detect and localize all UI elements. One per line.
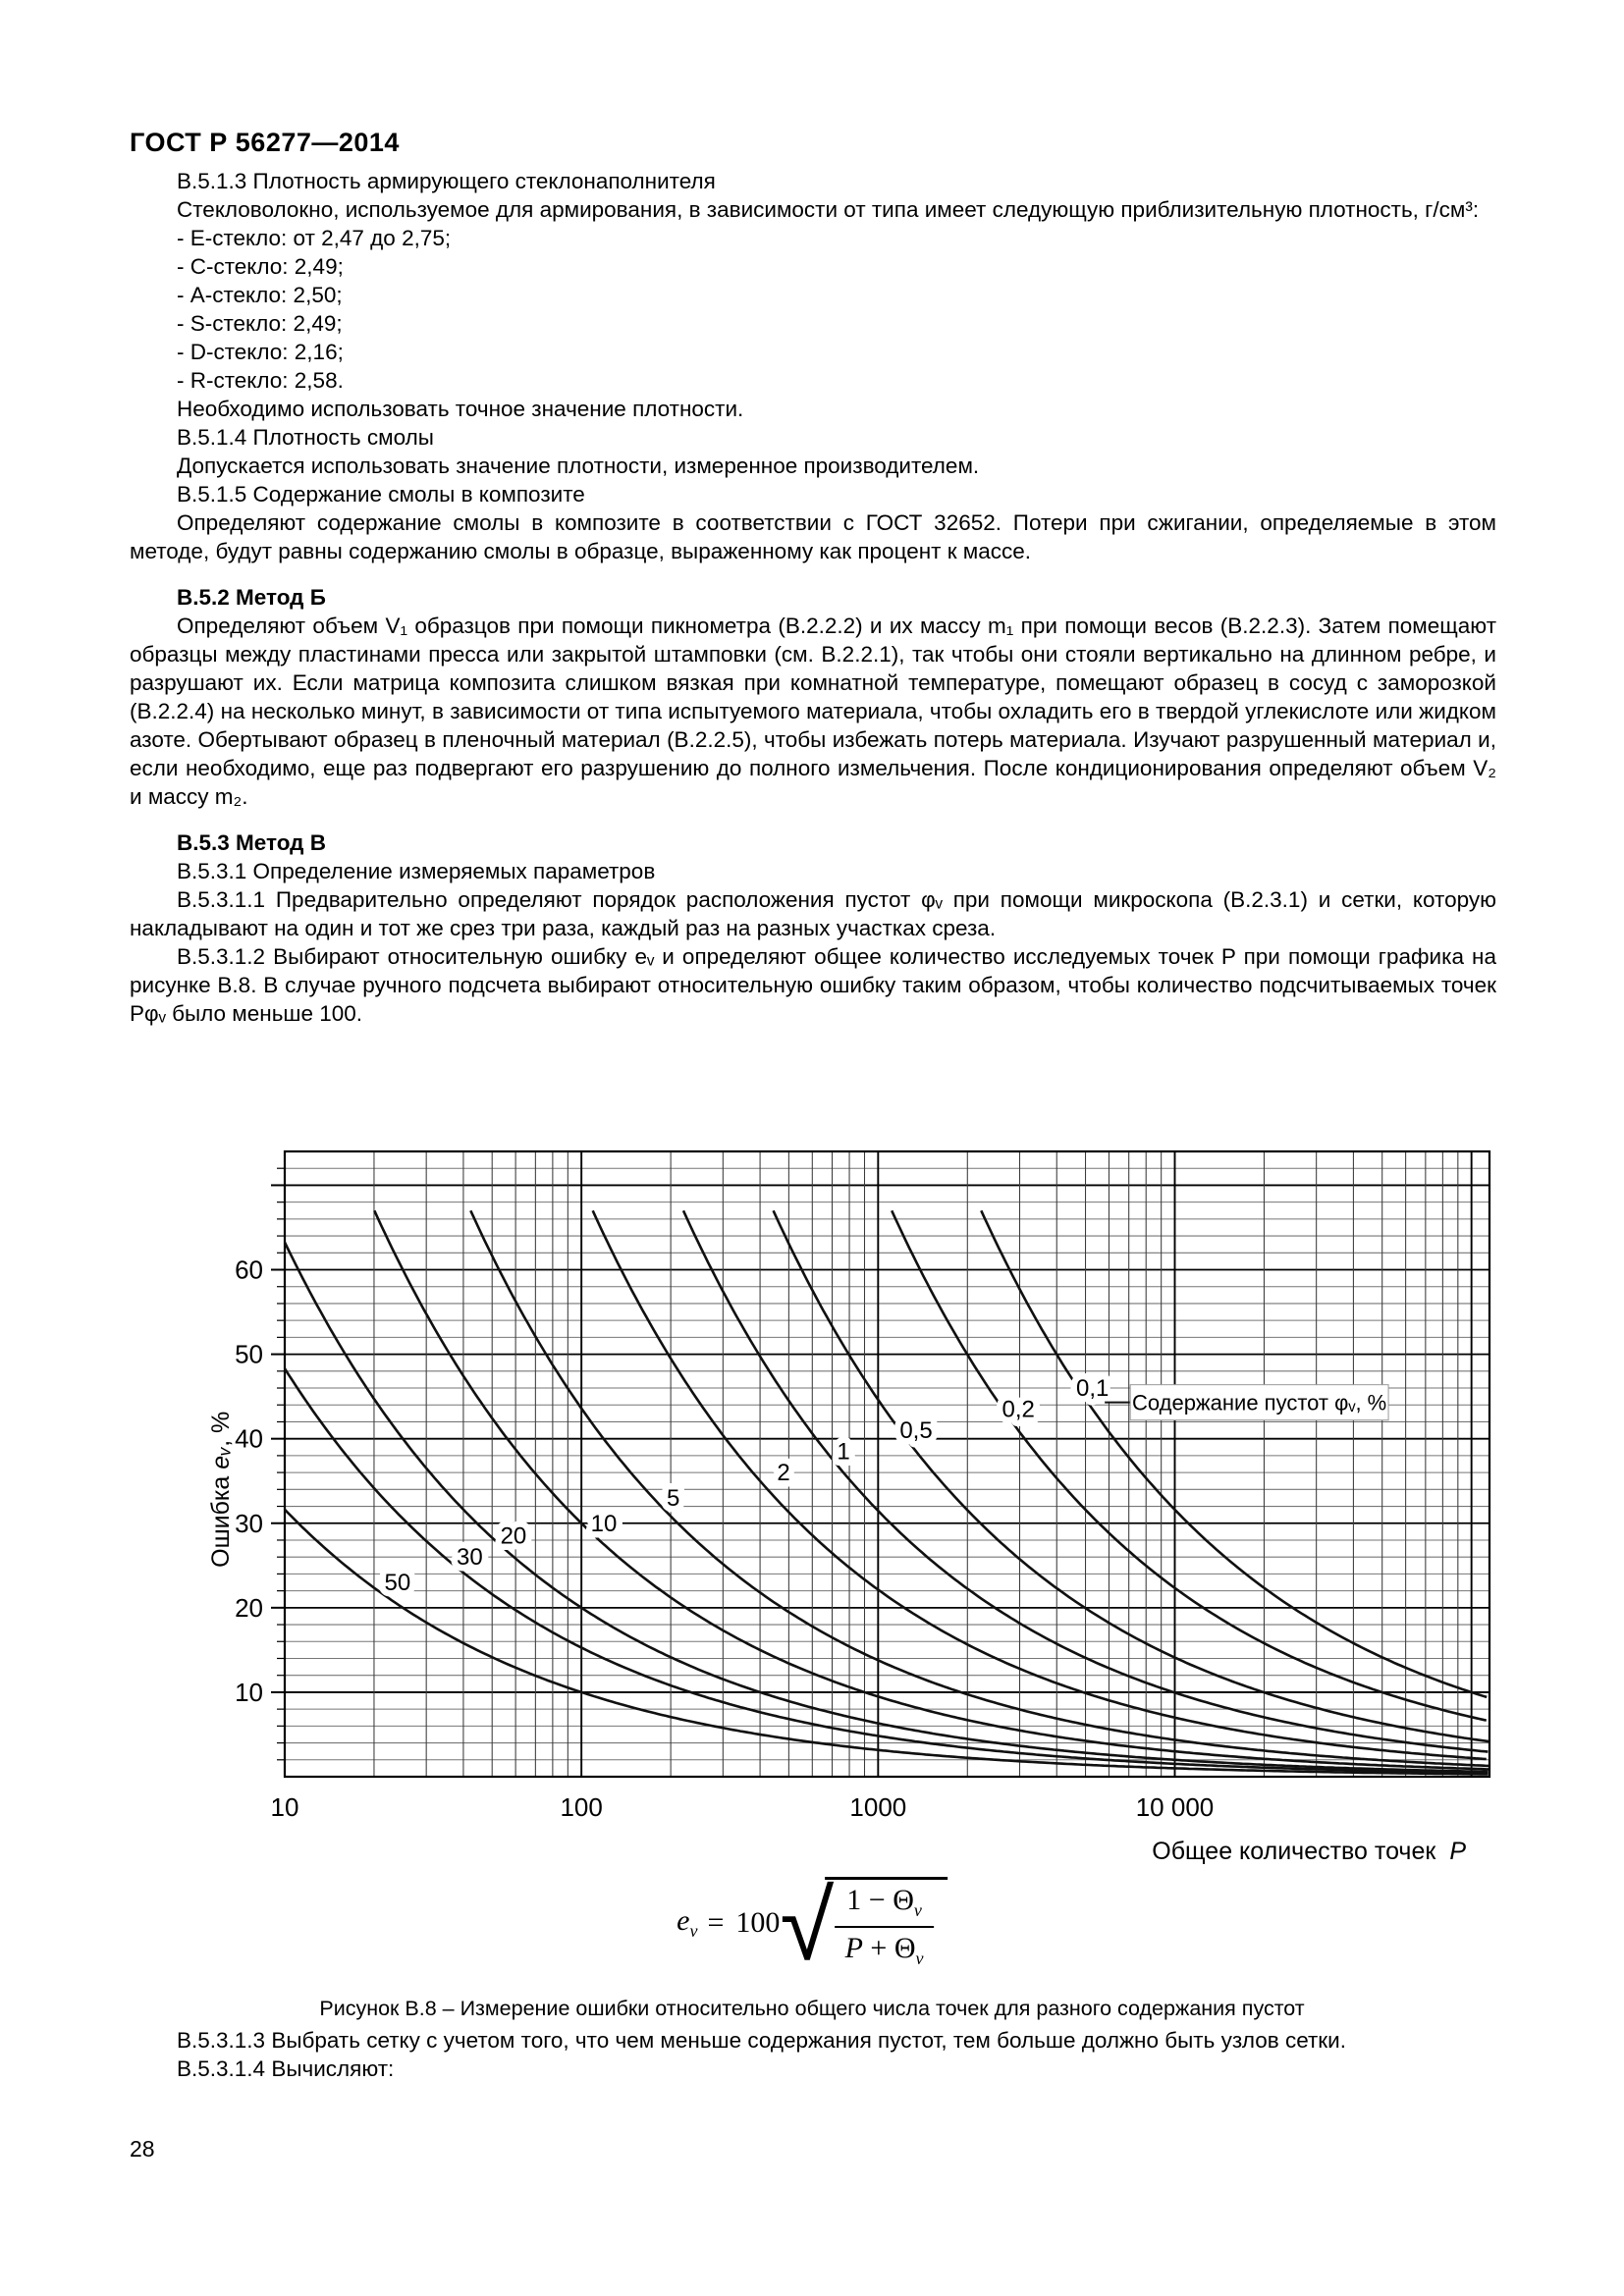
curve-phi-5 <box>470 1210 1489 1766</box>
curve-label-20: 20 <box>500 1522 527 1550</box>
y-tick-label: 60 <box>235 1255 263 1285</box>
formula-equals: = <box>707 1906 725 1939</box>
curve-label-0,5: 0,5 <box>899 1417 933 1445</box>
y-tick-label: 30 <box>235 1508 263 1538</box>
page-number: 28 <box>130 2136 155 2162</box>
section-heading: В.5.3 Метод В <box>177 830 326 855</box>
formula-ev: $e_v$ = 100 √ $\frac{1 - \Theta_v}{P + \Theta_v}$ <box>677 1877 947 1969</box>
curve-label-2: 2 <box>777 1460 790 1487</box>
curve-label-5: 5 <box>667 1484 680 1512</box>
x-tick-label: 10 000 <box>1135 1792 1215 1822</box>
paragraph: Допускается использовать значение плотности, измеренное производителем. <box>177 454 980 478</box>
paragraph: - R-стекло: 2,58. <box>177 368 344 393</box>
y-tick-label: 10 <box>235 1677 263 1707</box>
body-text-top <box>130 167 1496 1028</box>
curve-phi-10 <box>374 1210 1489 1769</box>
paragraph: В.5.1.3 Плотность армирующего стеклонаполнителя <box>177 169 716 193</box>
curve-label-0,2: 0,2 <box>1001 1396 1035 1423</box>
y-axis-title: Ошибка eᵥ, % <box>207 1411 235 1568</box>
paragraph: Определяют объем V₁ образцов при помощи пикнометра (В.2.2.2) и их массу m₁ при помощи весов (В.2.2.3). Затем помещают образцы между пластинами пресса или закрытой штамповки (см. В.2.2.1), так чтобы они стояли вертикально на длинном ребре, и разрушают их. Если матрица композита слишком вязкая при комнатной температуре, помещают образец в сосуд с заморозкой (В.2.2.4) на несколько минут, в зависимости от типа испытуемого материала, чтобы охладить его в твердой углекислоте или жидком азоте. Обертывают образец в пленочный материал (В.2.2.5), чтобы избежать потерь материала. Изучают разрушенный материал и, если необходимо, еще раз подвергают его разрушению до полного измельчения. После кондиционирования определяют объем V₂ и массу m₂. <box>130 614 1496 809</box>
formula-numerator: $1 - \Theta_v$ <box>835 1884 934 1928</box>
paragraph: В.5.3.1.4 Вычисляют: <box>177 2056 395 2081</box>
paragraph: В.5.3.1.1 Предварительно определяют порядок расположения пустот φᵥ при помощи микроскопа (В.2.3.1) и сетки, которую накладывают на один и тот же срез три раза, каждый раз на разных участках среза. <box>130 887 1496 940</box>
paragraph: - S-стекло: 2,49; <box>177 311 343 336</box>
paragraph: - С-стекло: 2,49; <box>177 254 344 279</box>
curve-label-1: 1 <box>837 1438 850 1466</box>
legend-label: Содержание пустот φᵥ, % <box>1131 1390 1387 1415</box>
paragraph: В.5.3.1 Определение измеряемых параметров <box>177 859 656 883</box>
paragraph: - D-стекло: 2,16; <box>177 340 344 364</box>
x-axis-title: Общее количество точек P <box>1152 1838 1466 1865</box>
paragraph: В.5.1.5 Содержание смолы в композите <box>177 482 585 507</box>
paragraph: - А-стекло: 2,50; <box>177 283 343 307</box>
x-tick-label: 100 <box>560 1792 603 1822</box>
y-tick-label: 50 <box>235 1339 263 1369</box>
figure-caption: Рисунок В.8 – Измерение ошибки относительно общего числа точек для разного содержания пустот <box>319 1997 1305 2020</box>
paragraph: В.5.1.4 Плотность смолы <box>177 425 434 450</box>
figure-b8 <box>137 1139 1516 1873</box>
curve-label-50: 50 <box>384 1570 411 1597</box>
paragraph: В.5.3.1.2 Выбирают относительную ошибку eᵥ и определяют общее количество исследуемых точек P при помощи графика на рисунке В.8. В случае ручного подсчета выбирают относительную ошибку таким образом, чтобы количество подсчитываемых точек Pφᵥ было меньше 100. <box>130 944 1496 1026</box>
y-tick-label: 40 <box>235 1423 263 1454</box>
formula-coefficient: 100 <box>735 1906 781 1939</box>
paragraph: В.5.3.1.3 Выбрать сетку с учетом того, что чем меньше содержания пустот, тем больше должно быть узлов сетки. <box>177 2028 1346 2053</box>
paragraph: Определяют содержание смолы в композите в соответствии с ГОСТ 32652. Потери при сжигании, определяемые в этом методе, будут равны содержанию смолы в образце, выраженному как процент к массе. <box>130 510 1496 563</box>
section-heading: В.5.2 Метод Б <box>177 585 326 610</box>
doc-header: ГОСТ Р 56277—2014 <box>130 128 400 157</box>
body-text-bottom <box>130 2026 1496 2083</box>
formula-lhs: $e_v$ <box>677 1904 698 1941</box>
x-tick-label: 1000 <box>849 1792 907 1822</box>
curve-label-30: 30 <box>456 1544 483 1572</box>
curve-label-10: 10 <box>590 1510 618 1537</box>
paragraph: Стекловолокно, используемое для армирования, в зависимости от типа имеет следующую приблизительную плотность, г/см³: <box>177 197 1480 222</box>
chart-error-vs-points <box>137 1139 1516 1873</box>
x-tick-label: 10 <box>270 1792 299 1822</box>
paragraph: Необходимо использовать точное значение плотности. <box>177 397 744 421</box>
curve-phi-2 <box>590 1210 1487 1759</box>
y-tick-label: 20 <box>235 1592 263 1623</box>
plot-border <box>285 1151 1489 1777</box>
formula-denominator: $P + \Theta_v$ <box>844 1932 924 1968</box>
curve-label-0,1: 0,1 <box>1075 1375 1110 1403</box>
paragraph: - Е-стекло: от 2,47 до 2,75; <box>177 226 452 250</box>
formula-fraction <box>825 1877 947 1969</box>
